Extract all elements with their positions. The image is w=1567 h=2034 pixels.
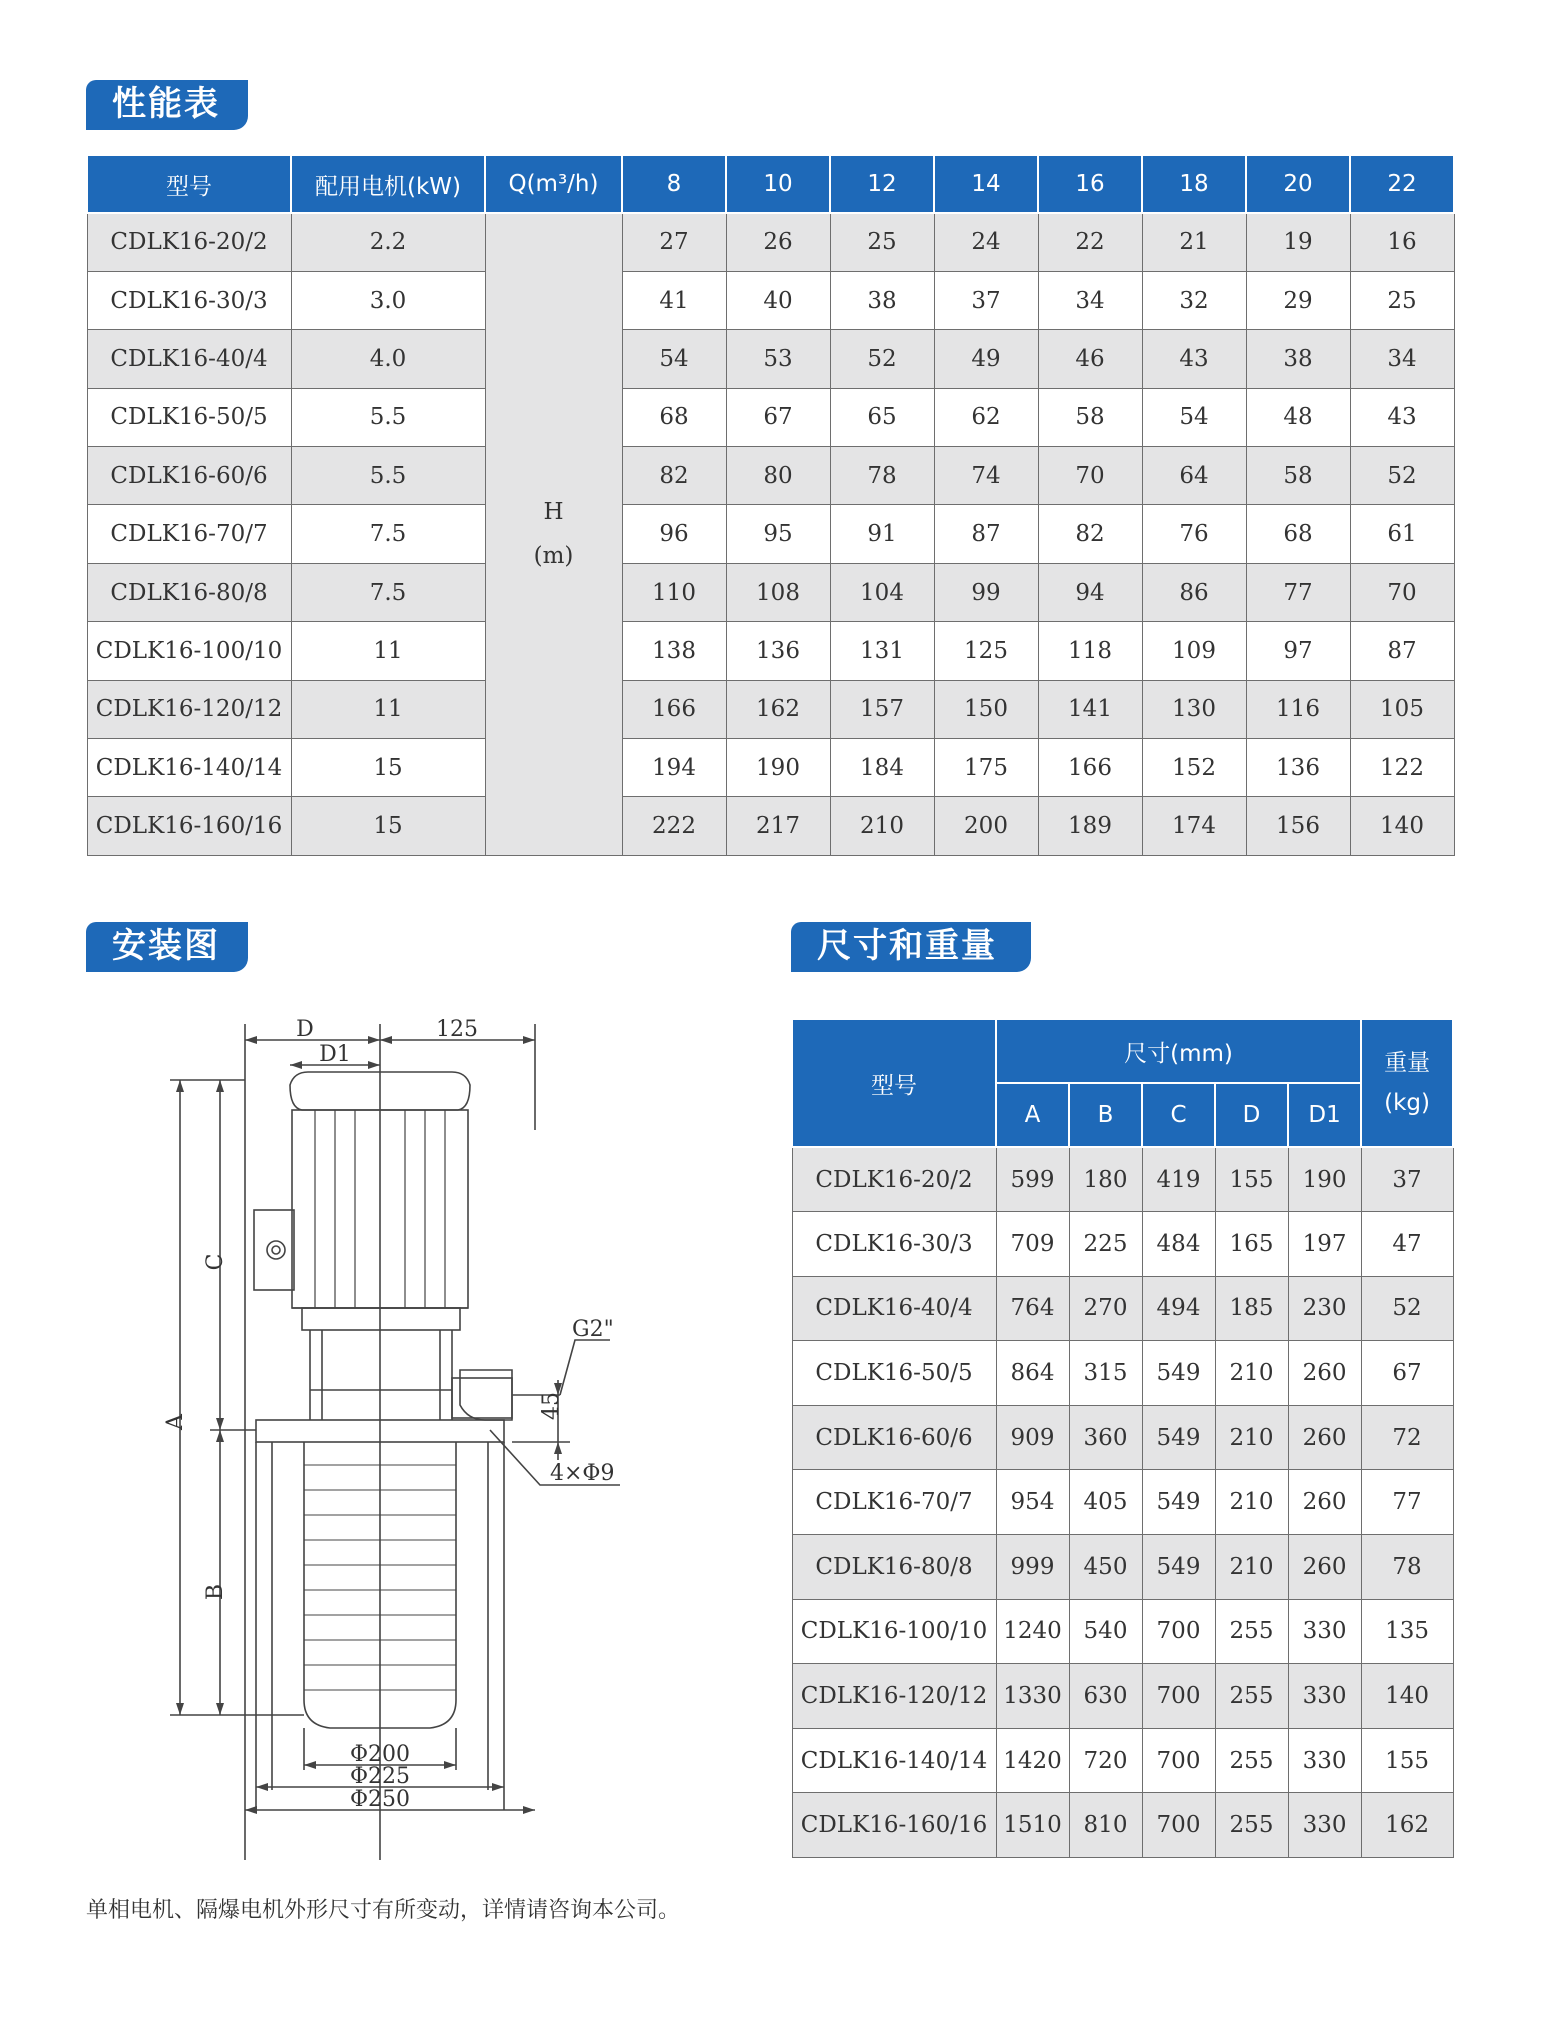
dimension-cell: 165 (1215, 1212, 1288, 1277)
dimension-cell: 270 (1069, 1276, 1142, 1341)
head-value-cell: 141 (1038, 680, 1142, 738)
table-row (87, 505, 1454, 563)
dimension-cell: 330 (1288, 1599, 1361, 1664)
dim-label-d250: Φ250 (349, 1787, 411, 1812)
dimension-cell: 419 (1142, 1147, 1215, 1212)
table-row (792, 1276, 1453, 1341)
head-value-cell: 16 (1350, 213, 1454, 271)
head-value-cell: 109 (1142, 622, 1246, 680)
table-row (87, 271, 1454, 329)
head-value-cell: 162 (726, 680, 830, 738)
dimension-cell: 225 (1069, 1212, 1142, 1277)
head-value-cell: 194 (622, 739, 726, 797)
head-value-cell: 122 (1350, 739, 1454, 797)
dimension-cell: 549 (1142, 1405, 1215, 1470)
header-flow-q: Q(m³/h) (485, 155, 622, 213)
motor-kw-cell: 15 (291, 797, 485, 855)
dim-label-c: C (203, 1253, 228, 1271)
dimension-cell: 405 (1069, 1470, 1142, 1535)
model-cell: CDLK16-30/3 (87, 271, 291, 329)
dimension-cell: 630 (1069, 1664, 1142, 1729)
dimension-cell: 185 (1215, 1276, 1288, 1341)
head-value-cell: 87 (1350, 622, 1454, 680)
weight-cell: 155 (1361, 1728, 1453, 1793)
weight-cell: 47 (1361, 1212, 1453, 1277)
dimension-cell: 1330 (996, 1664, 1069, 1729)
head-value-cell: 82 (622, 447, 726, 505)
head-value-cell: 25 (1350, 271, 1454, 329)
dimension-cell: 190 (1288, 1147, 1361, 1212)
header-flow-value: 12 (830, 155, 934, 213)
model-cell: CDLK16-20/2 (792, 1147, 996, 1212)
model-cell: CDLK16-50/5 (792, 1341, 996, 1406)
dimension-cell: 315 (1069, 1341, 1142, 1406)
head-value-cell: 29 (1246, 271, 1350, 329)
model-cell: CDLK16-50/5 (87, 388, 291, 446)
head-value-cell: 43 (1142, 330, 1246, 388)
head-value-cell: 105 (1350, 680, 1454, 738)
dimension-cell: 210 (1215, 1470, 1288, 1535)
head-value-cell: 38 (830, 271, 934, 329)
dimension-cell: 450 (1069, 1535, 1142, 1600)
head-value-cell: 97 (1246, 622, 1350, 680)
header-motor-kw: 配用电机(kW) (291, 155, 485, 213)
head-value-cell: 61 (1350, 505, 1454, 563)
motor-kw-cell: 2.2 (291, 213, 485, 271)
model-cell: CDLK16-140/14 (87, 739, 291, 797)
head-value-cell: 156 (1246, 797, 1350, 855)
head-value-cell: 52 (830, 330, 934, 388)
table-row (792, 1728, 1453, 1793)
head-value-cell: 54 (622, 330, 726, 388)
weight-cell: 52 (1361, 1276, 1453, 1341)
weight-label: 重量 (1384, 1050, 1431, 1076)
head-value-cell: 217 (726, 797, 830, 855)
performance-table (86, 154, 1455, 856)
head-value-cell: 70 (1038, 447, 1142, 505)
head-value-cell: 110 (622, 563, 726, 621)
motor-kw-cell: 11 (291, 622, 485, 680)
dimension-cell: 260 (1288, 1470, 1361, 1535)
head-value-cell: 116 (1246, 680, 1350, 738)
dim-label-d1: D1 (319, 1042, 351, 1067)
model-cell: CDLK16-70/7 (87, 505, 291, 563)
model-cell: CDLK16-30/3 (792, 1212, 996, 1277)
model-cell: CDLK16-160/16 (87, 797, 291, 855)
head-value-cell: 76 (1142, 505, 1246, 563)
head-value-cell: 166 (622, 680, 726, 738)
header-flow-value: 16 (1038, 155, 1142, 213)
table-row (792, 1599, 1453, 1664)
dimension-cell: 864 (996, 1341, 1069, 1406)
dimension-cell: 599 (996, 1147, 1069, 1212)
head-value-cell: 138 (622, 622, 726, 680)
model-cell: CDLK16-120/12 (792, 1664, 996, 1729)
dimension-cell: 1420 (996, 1728, 1069, 1793)
dimension-cell: 909 (996, 1405, 1069, 1470)
head-value-cell: 99 (934, 563, 1038, 621)
head-value-cell: 78 (830, 447, 934, 505)
head-value-cell: 53 (726, 330, 830, 388)
dimension-cell: 210 (1215, 1535, 1288, 1600)
dimensions-table (791, 1018, 1454, 1858)
installation-drawing (150, 1010, 670, 1870)
dim-label-d225: Φ225 (349, 1764, 411, 1789)
section-title-performance: 性能表 (86, 80, 248, 130)
dimension-cell: 360 (1069, 1405, 1142, 1470)
model-cell: CDLK16-100/10 (792, 1599, 996, 1664)
dimension-cell: 260 (1288, 1535, 1361, 1600)
head-value-cell: 48 (1246, 388, 1350, 446)
head-value-cell: 136 (726, 622, 830, 680)
model-cell: CDLK16-40/4 (792, 1276, 996, 1341)
header-flow-value: 14 (934, 155, 1038, 213)
dim-header-b: B (1069, 1083, 1142, 1147)
head-unit: (m) (533, 543, 574, 570)
dimension-cell: 255 (1215, 1728, 1288, 1793)
dim-label-d: D (296, 1017, 314, 1042)
dimension-cell: 210 (1215, 1341, 1288, 1406)
weight-cell: 162 (1361, 1793, 1453, 1858)
head-value-cell: 34 (1038, 271, 1142, 329)
dimension-cell: 999 (996, 1535, 1069, 1600)
motor-kw-cell: 5.5 (291, 447, 485, 505)
head-value-cell: 82 (1038, 505, 1142, 563)
dimension-cell: 549 (1142, 1535, 1215, 1600)
motor-kw-cell: 4.0 (291, 330, 485, 388)
model-cell: CDLK16-60/6 (87, 447, 291, 505)
dimension-cell: 255 (1215, 1793, 1288, 1858)
dim-label-d200: Φ200 (349, 1742, 411, 1767)
weight-cell: 77 (1361, 1470, 1453, 1535)
weight-cell: 135 (1361, 1599, 1453, 1664)
head-value-cell: 64 (1142, 447, 1246, 505)
head-value-cell: 190 (726, 739, 830, 797)
motor-kw-cell: 5.5 (291, 388, 485, 446)
dimension-cell: 954 (996, 1470, 1069, 1535)
table-row (87, 739, 1454, 797)
head-value-cell: 32 (1142, 271, 1246, 329)
model-cell: CDLK16-120/12 (87, 680, 291, 738)
dimension-cell: 330 (1288, 1793, 1361, 1858)
dimension-cell: 709 (996, 1212, 1069, 1277)
model-cell: CDLK16-20/2 (87, 213, 291, 271)
head-value-cell: 52 (1350, 447, 1454, 505)
dimension-cell: 1510 (996, 1793, 1069, 1858)
head-value-cell: 58 (1038, 388, 1142, 446)
dim-header-d1: D1 (1288, 1083, 1361, 1147)
dimension-cell: 549 (1142, 1470, 1215, 1535)
head-value-cell: 22 (1038, 213, 1142, 271)
section-title-installation: 安装图 (86, 922, 248, 972)
header-flow-value: 18 (1142, 155, 1246, 213)
head-value-cell: 38 (1246, 330, 1350, 388)
head-value-cell: 26 (726, 213, 830, 271)
head-value-cell: 43 (1350, 388, 1454, 446)
model-cell: CDLK16-160/16 (792, 1793, 996, 1858)
head-value-cell: 46 (1038, 330, 1142, 388)
head-value-cell: 25 (830, 213, 934, 271)
head-value-cell: 104 (830, 563, 934, 621)
dim-label-g2: G2" (572, 1317, 614, 1342)
dimension-cell: 700 (1142, 1599, 1215, 1664)
head-value-cell: 74 (934, 447, 1038, 505)
head-value-cell: 41 (622, 271, 726, 329)
head-value-cell: 175 (934, 739, 1038, 797)
dimension-cell: 700 (1142, 1793, 1215, 1858)
motor-kw-cell: 3.0 (291, 271, 485, 329)
motor-kw-cell: 11 (291, 680, 485, 738)
table-row (87, 797, 1454, 855)
weight-cell: 37 (1361, 1147, 1453, 1212)
dim-label-holes: 4×Φ9 (550, 1461, 615, 1486)
head-value-cell: 136 (1246, 739, 1350, 797)
dim-label-b: B (203, 1583, 228, 1601)
head-value-cell: 21 (1142, 213, 1246, 271)
table-row (792, 1405, 1453, 1470)
dimension-cell: 330 (1288, 1728, 1361, 1793)
head-value-cell: 222 (622, 797, 726, 855)
dimension-cell: 1240 (996, 1599, 1069, 1664)
dimension-cell: 494 (1142, 1276, 1215, 1341)
head-value-cell: 125 (934, 622, 1038, 680)
head-value-cell: 77 (1246, 563, 1350, 621)
head-value-cell: 68 (1246, 505, 1350, 563)
table-row (87, 622, 1454, 680)
dimension-cell: 197 (1288, 1212, 1361, 1277)
head-value-cell: 86 (1142, 563, 1246, 621)
dim-label-a: A (163, 1414, 188, 1430)
dimensions-header-row (792, 1019, 1453, 1083)
head-value-cell: 27 (622, 213, 726, 271)
table-row (792, 1664, 1453, 1729)
head-value-cell: 58 (1246, 447, 1350, 505)
footnote: 单相电机、隔爆电机外形尺寸有所变动，详情请咨询本公司。 (86, 1898, 681, 1923)
model-cell: CDLK16-40/4 (87, 330, 291, 388)
header-flow-value: 20 (1246, 155, 1350, 213)
head-value-cell: 24 (934, 213, 1038, 271)
head-value-cell: 108 (726, 563, 830, 621)
table-row (87, 680, 1454, 738)
head-value-cell: 184 (830, 739, 934, 797)
performance-header-row (87, 155, 1454, 213)
dimension-cell: 255 (1215, 1599, 1288, 1664)
motor-kw-cell: 7.5 (291, 505, 485, 563)
dim-header-model: 型号 (792, 1019, 996, 1147)
model-cell: CDLK16-60/6 (792, 1405, 996, 1470)
weight-cell: 78 (1361, 1535, 1453, 1600)
dim-header-weight (1361, 1019, 1453, 1147)
head-value-cell: 87 (934, 505, 1038, 563)
dimension-cell: 810 (1069, 1793, 1142, 1858)
dimension-cell: 549 (1142, 1341, 1215, 1406)
head-value-cell: 95 (726, 505, 830, 563)
table-row (792, 1341, 1453, 1406)
dimension-cell: 260 (1288, 1341, 1361, 1406)
head-value-cell: 49 (934, 330, 1038, 388)
head-label-cell (485, 213, 622, 855)
dim-label-45: 45 (539, 1392, 564, 1420)
head-value-cell: 54 (1142, 388, 1246, 446)
table-row (87, 388, 1454, 446)
dimension-cell: 230 (1288, 1276, 1361, 1341)
dim-header-d: D (1215, 1083, 1288, 1147)
head-value-cell: 34 (1350, 330, 1454, 388)
dimension-cell: 700 (1142, 1664, 1215, 1729)
table-row (792, 1535, 1453, 1600)
model-cell: CDLK16-140/14 (792, 1728, 996, 1793)
head-value-cell: 68 (622, 388, 726, 446)
head-value-cell: 174 (1142, 797, 1246, 855)
head-value-cell: 19 (1246, 213, 1350, 271)
dimension-cell: 330 (1288, 1664, 1361, 1729)
dimension-cell: 155 (1215, 1147, 1288, 1212)
header-flow-value: 22 (1350, 155, 1454, 213)
motor-kw-cell: 15 (291, 739, 485, 797)
head-value-cell: 65 (830, 388, 934, 446)
dimension-cell: 180 (1069, 1147, 1142, 1212)
dimension-cell: 484 (1142, 1212, 1215, 1277)
header-model: 型号 (87, 155, 291, 213)
head-value-cell: 62 (934, 388, 1038, 446)
weight-cell: 140 (1361, 1664, 1453, 1729)
dim-header-a: A (996, 1083, 1069, 1147)
header-flow-value: 8 (622, 155, 726, 213)
head-value-cell: 157 (830, 680, 934, 738)
head-value-cell: 70 (1350, 563, 1454, 621)
dimension-cell: 255 (1215, 1664, 1288, 1729)
head-value-cell: 91 (830, 505, 934, 563)
dimension-cell: 764 (996, 1276, 1069, 1341)
dimension-cell: 260 (1288, 1405, 1361, 1470)
table-row (87, 447, 1454, 505)
head-value-cell: 40 (726, 271, 830, 329)
dim-label-125: 125 (436, 1017, 478, 1042)
dim-header-c: C (1142, 1083, 1215, 1147)
model-cell: CDLK16-70/7 (792, 1470, 996, 1535)
head-value-cell: 152 (1142, 739, 1246, 797)
weight-unit: (kg) (1384, 1090, 1430, 1116)
dim-header-size: 尺寸(mm) (996, 1019, 1361, 1083)
head-value-cell: 94 (1038, 563, 1142, 621)
head-value-cell: 118 (1038, 622, 1142, 680)
head-value-cell: 96 (622, 505, 726, 563)
dimension-cell: 210 (1215, 1405, 1288, 1470)
head-value-cell: 189 (1038, 797, 1142, 855)
head-value-cell: 80 (726, 447, 830, 505)
model-cell: CDLK16-80/8 (87, 563, 291, 621)
head-label: H (543, 499, 564, 526)
table-row (792, 1470, 1453, 1535)
table-row (792, 1147, 1453, 1212)
header-flow-value: 10 (726, 155, 830, 213)
head-value-cell: 210 (830, 797, 934, 855)
model-cell: CDLK16-100/10 (87, 622, 291, 680)
weight-cell: 72 (1361, 1405, 1453, 1470)
table-row (87, 213, 1454, 271)
head-value-cell: 200 (934, 797, 1038, 855)
dimension-cell: 700 (1142, 1728, 1215, 1793)
table-row (87, 330, 1454, 388)
head-value-cell: 67 (726, 388, 830, 446)
head-value-cell: 166 (1038, 739, 1142, 797)
model-cell: CDLK16-80/8 (792, 1535, 996, 1600)
head-value-cell: 150 (934, 680, 1038, 738)
dimension-cell: 540 (1069, 1599, 1142, 1664)
head-value-cell: 140 (1350, 797, 1454, 855)
head-value-cell: 131 (830, 622, 934, 680)
table-row (792, 1793, 1453, 1858)
weight-cell: 67 (1361, 1341, 1453, 1406)
head-value-cell: 37 (934, 271, 1038, 329)
section-title-dimensions: 尺寸和重量 (791, 922, 1031, 972)
head-value-cell: 130 (1142, 680, 1246, 738)
table-row (792, 1212, 1453, 1277)
table-row (87, 563, 1454, 621)
motor-kw-cell: 7.5 (291, 563, 485, 621)
dimension-cell: 720 (1069, 1728, 1142, 1793)
